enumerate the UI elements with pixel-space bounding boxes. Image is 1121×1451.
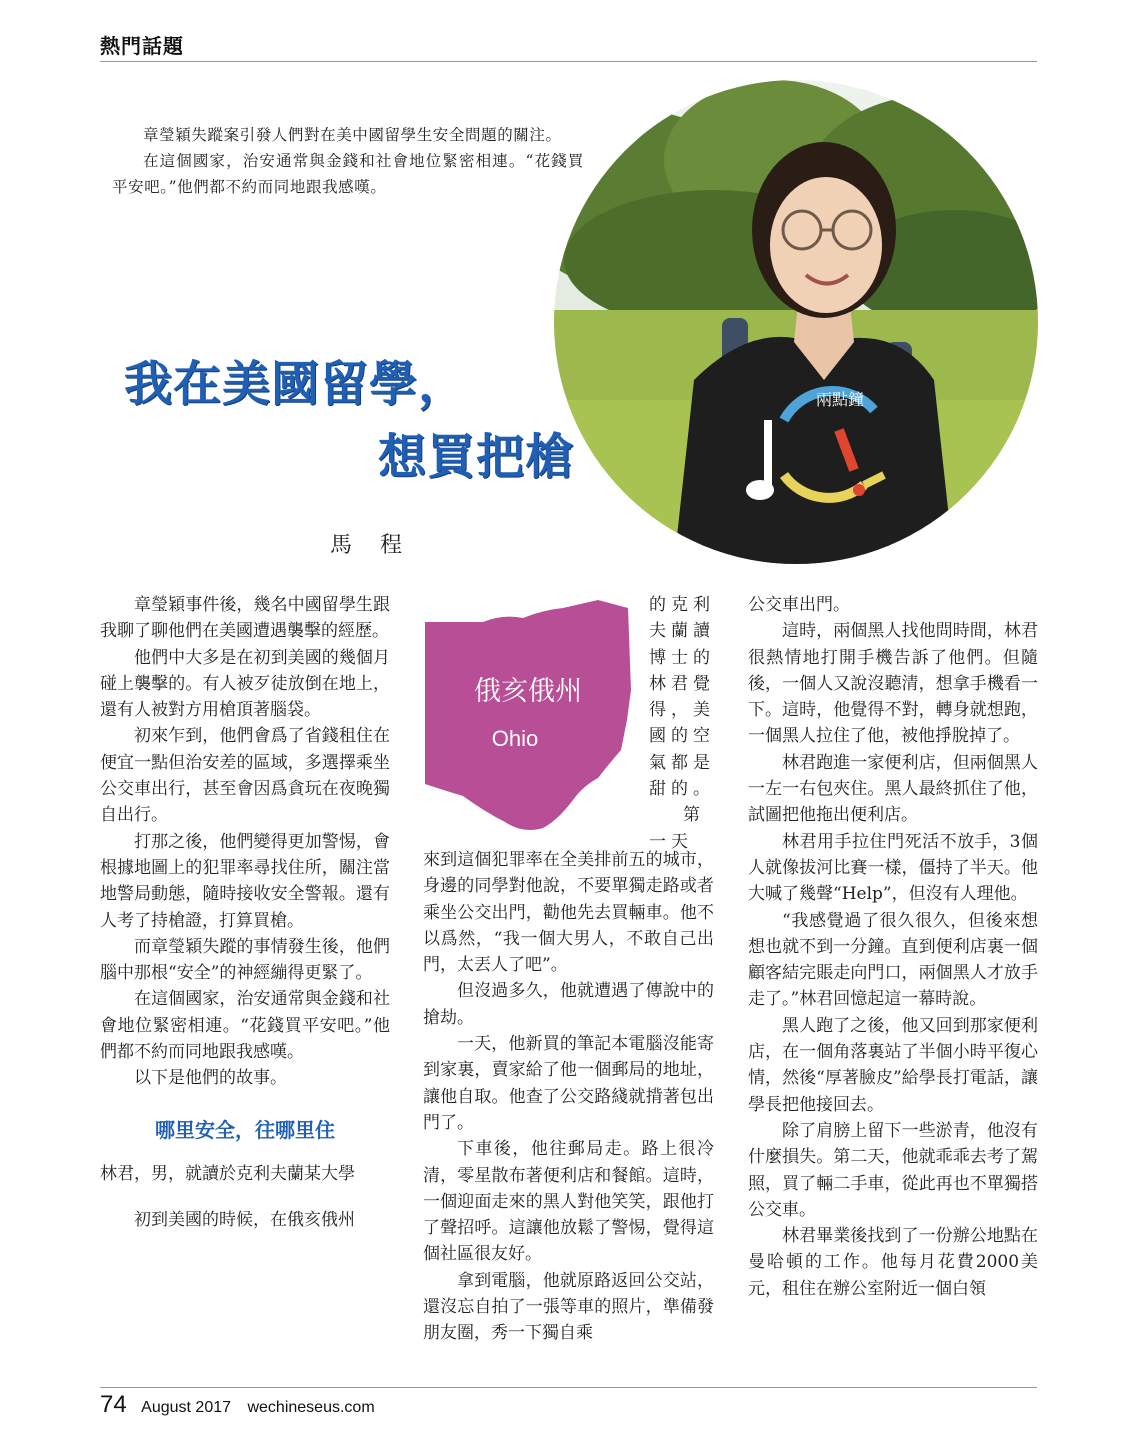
body-paragraph: 下車後，他往郵局走。路上很冷清，零星散布著便利店和餐館。這時，一個迎面走來的黑人對他笑笑，跟他打了聲招呼。這讓他放鬆了警惕，覺得這個社區很友好。	[423, 1139, 714, 1265]
issue-date: August 2017	[141, 1399, 232, 1416]
body-paragraph: 初來乍到，他們會爲了省錢租住在便宜一點但治安差的區域，多選擇乘坐公交車出行，甚至會因爲貪玩在夜晚獨自出行。	[100, 726, 390, 826]
portrait-photo	[554, 80, 1038, 564]
body-paragraph: 以下是他們的故事。	[134, 1068, 287, 1089]
intro-paragraph: 章瑩穎失蹤案引發人們對在美中國留學生安全問題的關注。	[143, 126, 562, 144]
article-column-1	[100, 592, 390, 1233]
map-label-zh: 俄亥俄州	[474, 676, 582, 707]
top-divider	[100, 61, 1037, 62]
body-paragraph: 在這個國家，治安通常與金錢和社會地位緊密相連。“花錢買平安吧。”他們都不約而同地跟我感嘆。	[100, 989, 390, 1063]
ohio-map	[423, 600, 633, 835]
body-paragraph: 拿到電腦，他就原路返回公交站，還沒忘自拍了一張等車的照片，準備發朋友圈，秀一下獨自乘	[423, 1270, 714, 1344]
body-paragraph: 來到這個犯罪率在全美排前五的城市，身邊的同學對他說，不要單獨走路或者乘坐公交出門，勸他先去買輛車。他不以爲然，“我一個大男人，不敢自己出門，太丟人了吧”。	[423, 850, 714, 976]
intro-deck	[112, 122, 584, 200]
body-paragraph: 第一天	[649, 805, 705, 852]
article-column-3	[748, 592, 1038, 1302]
page-number: 74	[100, 1391, 127, 1418]
body-paragraph: 黑人跑了之後，他又回到那家便利店，在一個角落裏站了半個小時平復心情，然後“厚著臉皮”給學長打電話，讓學長把他接回去。	[748, 1015, 1038, 1115]
map-label-en: Ohio	[491, 726, 539, 751]
body-paragraph: 公交車出門。	[748, 595, 850, 615]
body-paragraph: 章瑩穎事件後，幾名中國留學生跟我聊了聊他們在美國遭遇襲擊的經歷。	[100, 595, 390, 642]
website-link[interactable]: wechineseus.com	[247, 1399, 375, 1416]
page-footer	[100, 1391, 387, 1419]
body-paragraph: 但沒過多久，他就遭遇了傳說中的搶劫。	[423, 981, 714, 1028]
portrait-illustration	[554, 80, 1038, 564]
section-label: 熱門話題	[100, 34, 184, 58]
shirt-text: 兩點鐘	[816, 390, 865, 409]
body-paragraph: 而章瑩穎失蹤的事情發生後，他們腦中那根“安全”的神經繃得更緊了。	[100, 936, 390, 984]
section-subheading: 哪里安全，往哪里住	[155, 1117, 335, 1142]
author-byline: 馬程	[330, 533, 431, 558]
intro-paragraph: 在這個國家，治安通常與金錢和社會地位緊密相連。“花錢買平安吧。”他們都不約而同地跟我感嘆。	[112, 152, 584, 196]
body-paragraph: 林君，男，就讀於克利夫蘭某大學	[100, 1163, 355, 1184]
body-paragraph: 林君用手拉住門死活不放手，3個人就像拔河比賽一樣，僵持了半天。他大喊了幾聲“Help”，但沒有人理他。	[748, 831, 1038, 905]
article-column-2-top	[649, 592, 715, 855]
body-paragraph: 的克利夫蘭讀博士的林君覺得，美國的空氣都是甜的。	[649, 595, 715, 800]
body-paragraph: 這時，兩個黑人找他問時間，林君很熱情地打開手機告訴了他們。但隨後，一個人又說沒聽清，想拿手機看一下。這時，他覺得不對，轉身就想跑，一個黑人拉住了他，被他掙脫掉了。	[748, 621, 1038, 747]
article-column-2	[423, 847, 714, 1347]
body-paragraph: 林君畢業後找到了一份辦公地點在曼哈頓的工作。他每月花費2000美元，租住在辦公室附近一個白領	[748, 1226, 1038, 1299]
body-paragraph: 打那之後，他們變得更加警惕，會根據地圖上的犯罪率尋找住所，關注當地警局動態，隨時接收安全警報。還有人考了持槍證，打算買槍。	[100, 831, 390, 931]
body-paragraph: 他們中大多是在初到美國的幾個月碰上襲擊的。有人被歹徒放倒在地上，還有人被對方用槍頂著腦袋。	[100, 647, 390, 721]
body-paragraph: 一天，他新買的筆記本電腦沒能寄到家裏，賣家給了他一個郵局的地址，讓他自取。他查了公交路綫就揹著包出門了。	[423, 1034, 714, 1133]
body-paragraph: “我感覺過了很久很久，但後來想想也就不到一分鐘。直到便利店裏一個顧客結完賬走向門口，兩個黑人才放手走了。”林君回憶起這一幕時說。	[748, 910, 1038, 1010]
body-paragraph: 除了肩膀上留下一些淤青，他沒有什麼損失。第二天，他就乖乖去考了駕照，買了輛二手車，從此再也不單獨搭公交車。	[748, 1120, 1038, 1220]
bottom-divider	[100, 1387, 1037, 1388]
headline-line-2: 想買把槍	[378, 429, 575, 485]
headline-line-1: 我在美國留學，	[124, 356, 468, 412]
body-paragraph: 林君跑進一家便利店，但兩個黑人一左一右包夾住。黑人最終抓住了他，試圖把他拖出便利店。	[748, 752, 1038, 826]
ohio-map-shape	[423, 600, 633, 835]
body-paragraph: 初到美國的時候，在俄亥俄州	[134, 1209, 355, 1230]
